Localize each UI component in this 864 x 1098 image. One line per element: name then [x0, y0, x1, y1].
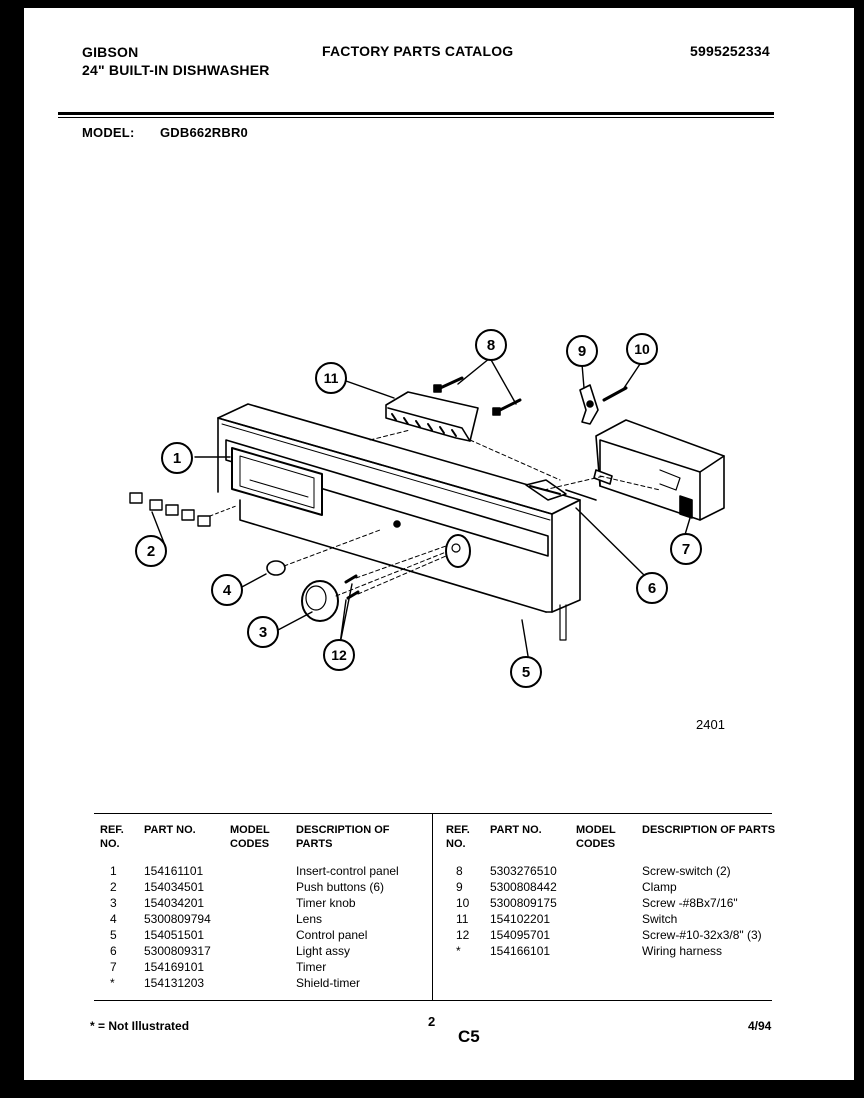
model-codes-cell — [230, 911, 296, 927]
part-number-cell: 5300808442 — [490, 880, 557, 894]
table-row — [100, 911, 428, 927]
table-row — [100, 975, 428, 991]
model-label: MODEL: — [82, 125, 135, 140]
part-number-cell: 154034501 — [144, 880, 205, 894]
catalog-number: 5995252334 — [690, 43, 770, 59]
parts-table-left — [100, 823, 428, 991]
product-name: 24" BUILT-IN DISHWASHER — [82, 62, 270, 78]
description-cell: Light assy — [296, 944, 351, 958]
table-row — [446, 863, 792, 879]
part-number-cell: 5300809317 — [144, 944, 211, 958]
description-cell: Screw-switch (2) — [642, 864, 731, 878]
table-row — [446, 895, 792, 911]
ref-cell: * — [456, 944, 461, 958]
ref-cell: 11 — [456, 912, 469, 926]
timer-drawing — [594, 420, 724, 520]
ref-cell: 12 — [456, 928, 470, 942]
description-cell: Timer — [296, 960, 327, 974]
table-row — [100, 863, 428, 879]
description-cell: Lens — [296, 912, 323, 926]
col-desc-header: DESCRIPTION OF PARTS — [642, 824, 776, 836]
control-panel-drawing — [218, 404, 580, 640]
lens-drawing — [267, 530, 380, 575]
col-model-header: MODEL CODES — [576, 824, 616, 850]
callout-10: 10 — [634, 341, 650, 357]
description-cell: Control panel — [296, 928, 368, 942]
model-codes-cell — [576, 863, 642, 879]
ref-cell: 7 — [110, 960, 117, 974]
table-row — [100, 879, 428, 895]
model-codes-cell — [230, 927, 296, 943]
col-part-header: PART NO. — [144, 824, 196, 836]
callout-7: 7 — [681, 541, 691, 558]
table-row — [446, 943, 792, 959]
model-codes-cell — [230, 959, 296, 975]
section-code: C5 — [458, 1027, 480, 1046]
ref-cell: 9 — [456, 880, 463, 894]
model-codes-cell — [230, 943, 296, 959]
ref-cell: 1 — [110, 864, 117, 878]
table-row — [100, 959, 428, 975]
part-number-cell: 154131203 — [144, 976, 205, 990]
timer-knob-drawing — [302, 552, 446, 621]
callout-4: 4 — [222, 582, 232, 599]
model-codes-cell — [576, 911, 642, 927]
switch-drawing — [386, 392, 478, 441]
callout-3: 3 — [258, 624, 268, 641]
callout-2: 2 — [146, 543, 156, 560]
ref-cell: 8 — [456, 864, 463, 878]
table-row — [100, 927, 428, 943]
model-codes-cell — [230, 879, 296, 895]
table-row — [446, 911, 792, 927]
ref-cell: 6 — [110, 944, 117, 958]
description-cell: Screw-#10-32x3/8" (3) — [642, 928, 762, 942]
part-number-cell: 154034201 — [144, 896, 205, 910]
ref-cell: 4 — [110, 912, 117, 926]
description-cell: Wiring harness — [642, 944, 723, 958]
part-number-cell: 154102201 — [490, 912, 551, 926]
ref-cell: 5 — [110, 928, 117, 942]
figure-number: 2401 — [696, 717, 725, 732]
description-cell: Screw -#8Bx7/16" — [642, 896, 738, 910]
part-number-cell: 154095701 — [490, 928, 551, 942]
model-codes-cell — [576, 879, 642, 895]
callout-11: 11 — [323, 370, 339, 386]
parts-table-divider — [432, 813, 433, 1000]
callout-6: 6 — [647, 580, 657, 597]
model-codes-cell — [576, 927, 642, 943]
table-row — [100, 895, 428, 911]
part-number-cell: 5300809794 — [144, 912, 211, 926]
callout-12: 12 — [331, 647, 347, 663]
model-codes-cell — [230, 863, 296, 879]
col-model-header: MODEL CODES — [230, 824, 270, 850]
page-date: 4/94 — [748, 1019, 772, 1033]
ref-cell: 3 — [110, 896, 117, 910]
callout-1: 1 — [172, 450, 182, 467]
table-row — [446, 927, 792, 943]
description-cell: Clamp — [642, 880, 677, 894]
ref-cell: * — [110, 976, 115, 990]
callout-5: 5 — [521, 664, 531, 681]
description-cell: Push buttons (6) — [296, 880, 385, 894]
page-number: 2 — [428, 1014, 436, 1029]
catalog-title: FACTORY PARTS CATALOG — [322, 43, 514, 59]
model-value: GDB662RBR0 — [160, 125, 248, 140]
description-cell: Shield-timer — [296, 976, 361, 990]
model-codes-cell — [230, 975, 296, 991]
ref-cell: 10 — [456, 896, 470, 910]
part-number-cell: 154161101 — [144, 864, 204, 878]
col-part-header: PART NO. — [490, 824, 542, 836]
table-row — [446, 879, 792, 895]
part-number-cell: 5303276510 — [490, 864, 557, 878]
col-desc-header: DESCRIPTION OF PARTS — [296, 824, 390, 850]
callout-9: 9 — [577, 343, 587, 360]
description-cell: Timer knob — [296, 896, 356, 910]
model-codes-cell — [230, 895, 296, 911]
part-number-cell: 5300809175 — [490, 896, 557, 910]
push-buttons-drawing — [130, 493, 236, 526]
description-cell: Switch — [642, 912, 678, 926]
part-number-cell: 154051501 — [144, 928, 205, 942]
description-cell: Insert-control panel — [296, 864, 399, 878]
ref-cell: 2 — [110, 880, 117, 894]
not-illustrated-note: * = Not Illustrated — [90, 1019, 190, 1033]
part-number-cell: 154166101 — [490, 944, 551, 958]
col-ref-header: REF. NO. — [100, 824, 124, 850]
col-ref-header: REF. NO. — [446, 824, 470, 850]
model-codes-cell — [576, 895, 642, 911]
callout-8: 8 — [486, 337, 496, 354]
part-number-cell: 154169101 — [144, 960, 205, 974]
parts-table-right — [446, 823, 792, 959]
brand-name: GIBSON — [82, 44, 139, 60]
table-row — [100, 943, 428, 959]
clamp-drawing — [580, 385, 626, 424]
model-codes-cell — [576, 943, 642, 959]
